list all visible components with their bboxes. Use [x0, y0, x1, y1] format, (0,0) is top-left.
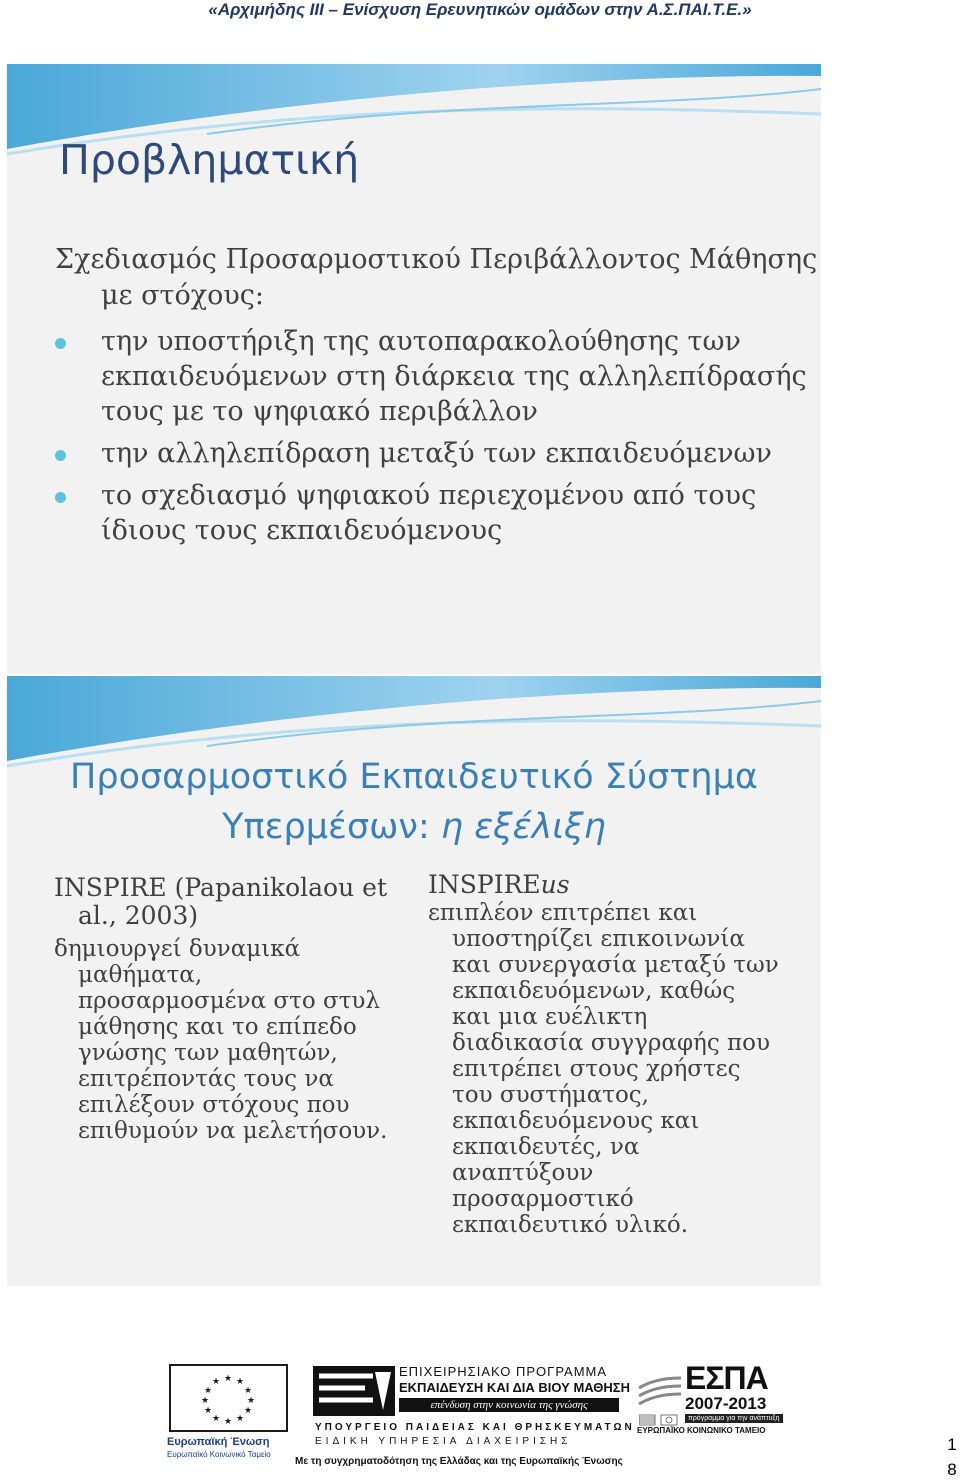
espa-years: 2007-2013	[685, 1394, 767, 1413]
inspire-body-line: δημιουργεί δυναμικά	[54, 936, 301, 962]
svg-text:★: ★	[243, 1406, 253, 1416]
inspire-body-line: επιθυμούν να μελετήσουν.	[78, 1118, 388, 1144]
inspire-column	[54, 874, 414, 1144]
svg-text:★: ★	[243, 1386, 253, 1396]
inspireus-body-line: και μια ευέλικτη	[452, 1004, 648, 1030]
program-slogan: επένδυση στην κοινωνία της γνώσης	[399, 1398, 619, 1412]
slide-title	[7, 752, 821, 852]
slide-problem-statement	[7, 64, 821, 674]
title-line: Προσαρμοστικό Εκπαιδευτικό Σύστημα	[70, 757, 758, 797]
inspireus-body-line: υποστηρίζει επικοινωνία	[452, 926, 745, 952]
inspireus-heading-italic: us	[540, 870, 570, 899]
svg-text:★: ★	[246, 1396, 256, 1406]
inspireus-body-line: προσαρμοστικό	[452, 1186, 634, 1212]
inspire-body-line: μαθήματα,	[78, 962, 203, 988]
svg-text:★: ★	[235, 1377, 245, 1387]
espa-fund-name: ΕΥΡΩΠΑΪΚΟ ΚΟΙΝΩΝΙΚΟ ΤΑΜΕΙΟ	[637, 1426, 766, 1435]
espa-logo: ΕΣΠΑ	[685, 1360, 768, 1396]
title-italic: η εξέλιξη	[440, 807, 606, 847]
program-title: ΕΠΙΧΕΙΡΗΣΙΑΚΟ ΠΡΟΓΡΑΜΜΑ	[399, 1364, 608, 1379]
svg-text:★: ★	[223, 1417, 233, 1427]
bullet-item	[55, 436, 772, 471]
ministry-name: ΥΠΟΥΡΓΕΙΟ ΠΑΙΔΕΙΑΣ ΚΑΙ ΘΡΗΣΚΕΥΜΑΤΩΝ	[315, 1422, 635, 1433]
svg-text:★: ★	[200, 1396, 210, 1406]
title-line	[7, 802, 821, 852]
bullet-dot-icon	[55, 338, 66, 349]
cofunding-note: Με τη συγχρηματοδότηση της Ελλάδας και της Ευρωπαϊκής Ένωσης	[295, 1456, 623, 1467]
inspireus-body-line: διαδικασία συγγραφής που	[452, 1030, 770, 1056]
lead-line: με στόχους:	[101, 280, 264, 311]
svg-text:★: ★	[203, 1386, 213, 1396]
inspireus-body-line: του συστήματος,	[452, 1082, 649, 1108]
eu-stars-icon	[171, 1366, 286, 1430]
bullet-item	[55, 324, 807, 429]
inspireus-heading-plain: INSPIRE	[428, 870, 541, 899]
program-subtitle: ΕΚΠΑΙΔΕΥΣΗ ΚΑΙ ΔΙΑ ΒΙΟΥ ΜΑΘΗΣΗ	[399, 1380, 630, 1395]
inspireus-body-line: εκπαιδευτικό υλικό.	[452, 1212, 689, 1238]
title-plain: Υπερμέσων:	[222, 807, 441, 847]
espa-stripes-icon	[637, 1374, 683, 1410]
svg-text:★: ★	[235, 1414, 245, 1424]
bullet-line: την αλληλεπίδραση μεταξύ των εκπαιδευόμενων	[101, 438, 772, 469]
inspireus-body-line: εκπαιδευόμενων, καθώς	[452, 978, 736, 1004]
slide-title: Προβληματική	[59, 136, 360, 184]
bullet-line: την υποστήριξη της αυτοπαρακολούθησης των	[101, 326, 741, 357]
education-program-logo-icon	[313, 1366, 395, 1416]
inspireus-body-line: αναπτύξουν	[452, 1160, 594, 1186]
inspire-body-line: μάθησης και το επίπεδο	[78, 1014, 357, 1040]
bullet-line: ίδιους τους εκπαιδευόμενους	[101, 515, 503, 546]
funding-logos	[165, 1358, 815, 1468]
inspire-body-line: επιλέξουν στόχους που	[78, 1092, 350, 1118]
inspireus-body-line: εκπαιδευόμενους και	[452, 1108, 700, 1134]
page-number-digit: 8	[947, 1460, 957, 1479]
svg-text:★: ★	[211, 1414, 221, 1424]
inspireus-column	[428, 870, 808, 1238]
inspireus-body-line: εκπαιδευτές, να	[452, 1134, 640, 1160]
svg-text:★: ★	[203, 1406, 213, 1416]
eu-caption: Ευρωπαϊκή Ένωση	[167, 1436, 270, 1448]
espa-program-tag: πρόγραμμα για την ανάπτυξη	[685, 1414, 783, 1423]
svg-text:★: ★	[223, 1374, 233, 1384]
eu-subcaption: Ευρωπαϊκό Κοινωνικό Ταμείο	[167, 1450, 271, 1459]
bullet-line: τους με το ψηφιακό περιβάλλον	[101, 396, 538, 427]
managing-authority: ΕΙΔΙΚΗ ΥΠΗΡΕΣΙΑ ΔΙΑΧΕΙΡΙΣΗΣ	[315, 1436, 572, 1447]
svg-text:★: ★	[211, 1377, 221, 1387]
bullet-dot-icon	[55, 450, 66, 461]
inspire-body-line: γνώσης των μαθητών,	[78, 1040, 338, 1066]
bullet-item	[55, 478, 756, 548]
lead-line: Σχεδιασμός Προσαρμοστικού Περιβάλλοντος Μάθησης	[55, 244, 818, 275]
page-header: «Αρχιμήδης ΙΙΙ – Ενίσχυση Ερευνητικών ομάδων στην Α.Σ.ΠΑΙ.Τ.Ε.»	[208, 0, 752, 19]
inspireus-body-line: και συνεργασία μεταξύ των	[452, 952, 779, 978]
slide-adaptive-system	[7, 676, 821, 1286]
bullet-line: εκπαιδευόμενων στη διάρκεια της αλληλεπίδρασής	[101, 361, 807, 392]
inspireus-body-line: επιτρέπει στους χρήστες	[452, 1056, 741, 1082]
inspire-body-line: προσαρμοσμένα στο στυλ	[78, 988, 380, 1014]
slide-lead-text	[55, 242, 817, 314]
eu-flag-icon	[169, 1364, 288, 1432]
page-number	[945, 1432, 959, 1482]
bullet-dot-icon	[55, 492, 66, 503]
inspire-heading-line: INSPIRE (Papanikolaou et	[54, 873, 387, 902]
inspire-heading-line: al., 2003)	[78, 901, 199, 930]
inspireus-heading	[428, 870, 808, 900]
page-number-digit: 1	[947, 1435, 957, 1454]
inspireus-body-line: επιπλέον επιτρέπει και	[428, 900, 698, 926]
inspire-body-line: επιτρέποντάς τους να	[78, 1066, 334, 1092]
bullet-line: το σχεδιασμό ψηφιακού περιεχομένου από τους	[101, 480, 757, 511]
